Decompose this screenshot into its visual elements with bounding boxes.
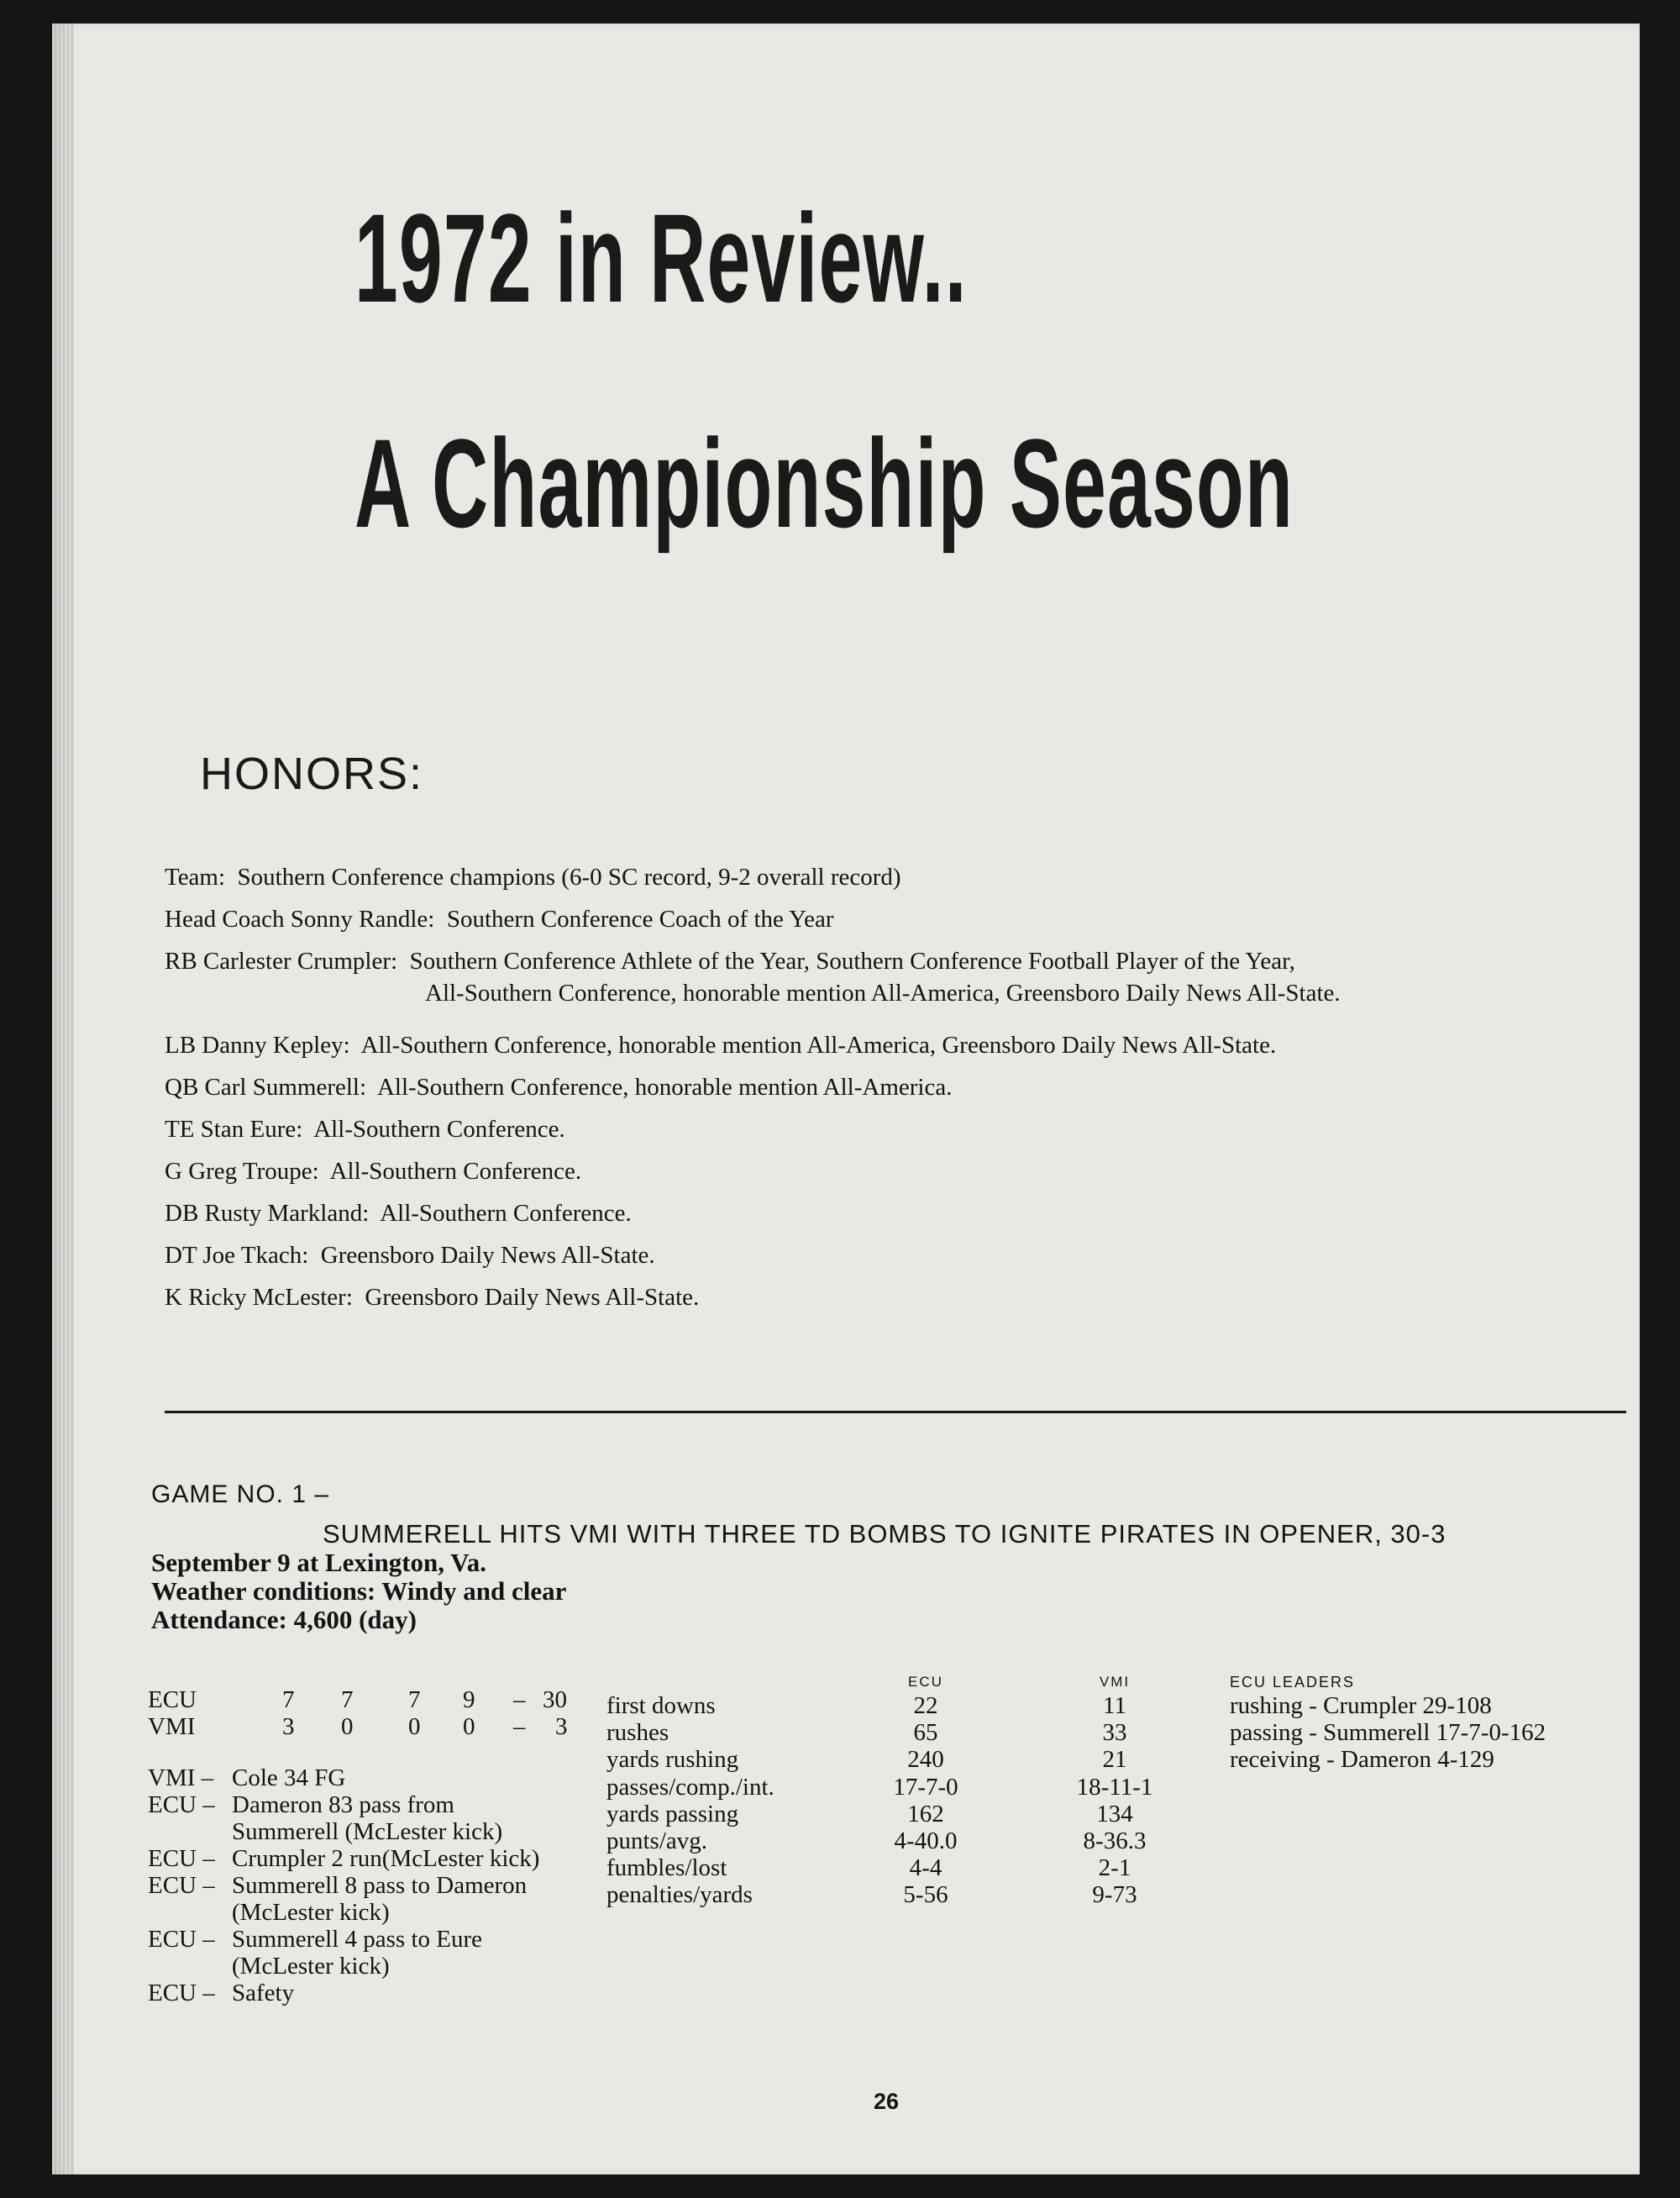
stat-ecu: 4-40.0	[894, 1827, 958, 1854]
stat-ecu: 240	[907, 1746, 944, 1774]
scoring-play-text: Summerell 8 pass to Dameron	[232, 1872, 528, 1899]
page-edge-stack	[52, 24, 74, 2174]
honor-item	[165, 859, 1593, 901]
stat-row	[606, 1692, 1228, 1719]
scoring-play-text: Crumpler 2 run(McLester kick)	[232, 1845, 540, 1872]
stat-label: fumbles/lost	[606, 1854, 727, 1882]
honor-name: LB Danny Kepley:	[165, 1032, 350, 1059]
scoring-team: ECU –	[148, 1872, 215, 1899]
scoring-play-text-continued: Summerell (McLester kick)	[232, 1818, 503, 1845]
quarter-score: 7	[408, 1686, 421, 1713]
stat-ecu: 65	[913, 1719, 938, 1747]
scoring-team: ECU –	[148, 1926, 215, 1953]
scoring-play-text-continued: (McLester kick)	[232, 1899, 390, 1926]
stat-label: yards rushing	[606, 1746, 739, 1774]
game-date: September 9 at Lexington, Va.	[151, 1548, 487, 1577]
honor-item	[165, 1153, 1593, 1195]
honor-text: All-Southern Conference.	[313, 1116, 565, 1143]
team-stats-header	[606, 1674, 1228, 1692]
stat-row	[606, 1746, 1228, 1773]
scoring-play-text: Dameron 83 pass from	[232, 1791, 454, 1818]
honors-list	[165, 859, 1593, 1321]
stat-row	[606, 1719, 1228, 1746]
honor-text-continued: All-Southern Conference, honorable mention All-America, Greensboro Daily News All-State.	[425, 980, 1341, 1007]
stat-vmi: 11	[1103, 1692, 1126, 1719]
quarter-score: 7	[341, 1686, 354, 1713]
honor-name: Team:	[165, 864, 226, 891]
honor-item	[165, 1027, 1593, 1069]
honor-item	[165, 901, 1593, 943]
scoring-play-text: Safety	[232, 1980, 295, 2006]
leaders-heading: ECU LEADERS	[1230, 1674, 1356, 1691]
honor-text: All-Southern Conference, honorable mention All-America, Greensboro Daily News All-State.	[360, 1032, 1277, 1059]
stat-label: rushes	[606, 1719, 669, 1747]
score-dash: –	[513, 1686, 526, 1713]
honor-text: All-Southern Conference.	[380, 1200, 632, 1227]
quarter-score: 3	[282, 1713, 295, 1740]
honor-name: G Greg Troupe:	[165, 1158, 319, 1185]
scoring-play	[148, 1872, 585, 1926]
leader-item: passing - Summerell 17-7-0-162	[1230, 1719, 1546, 1746]
game-number: GAME NO. 1 –	[151, 1480, 330, 1508]
scoring-play	[148, 1980, 585, 2006]
stats-header-vmi: VMI	[1099, 1674, 1131, 1690]
stat-row	[606, 1881, 1228, 1908]
stat-vmi: 18-11-1	[1076, 1773, 1153, 1801]
stat-ecu: 162	[907, 1800, 944, 1827]
honor-name: DB Rusty Markland:	[165, 1200, 370, 1227]
quarter-score: 0	[341, 1713, 354, 1740]
honors-heading: HONORS:	[200, 749, 424, 799]
stat-vmi: 9-73	[1092, 1881, 1137, 1909]
honor-text: Southern Conference champions (6-0 SC record, 9-2 overall record)	[237, 864, 901, 891]
honor-text: Greensboro Daily News All-State.	[320, 1242, 655, 1269]
final-score: 30	[543, 1686, 567, 1713]
stat-vmi: 134	[1096, 1800, 1133, 1827]
final-score: 3	[555, 1713, 568, 1740]
scoring-play-text: Cole 34 FG	[232, 1764, 346, 1791]
line-score-row	[148, 1686, 585, 1713]
game-weather: Weather conditions: Windy and clear	[151, 1576, 567, 1606]
stat-vmi: 33	[1102, 1719, 1127, 1747]
honor-name: Head Coach Sonny Randle:	[165, 906, 435, 933]
honor-name: QB Carl Summerell:	[165, 1074, 367, 1101]
stat-row	[606, 1801, 1228, 1827]
scoring-team: ECU –	[148, 1980, 215, 2006]
honor-text: All-Southern Conference.	[329, 1158, 582, 1185]
scoring-play-text-continued: (McLester kick)	[232, 1953, 390, 1980]
page-number: 26	[874, 2089, 900, 2114]
quarter-score: 0	[408, 1713, 421, 1740]
quarter-score: 9	[463, 1686, 475, 1713]
title-line-1: 1972 in Review..	[354, 187, 968, 329]
leader-item: rushing - Crumpler 29-108	[1230, 1692, 1492, 1719]
line-score-row	[148, 1713, 585, 1740]
honor-item	[165, 1069, 1593, 1111]
stat-vmi: 8-36.3	[1083, 1827, 1147, 1854]
quarter-score: 7	[282, 1686, 295, 1713]
line-score	[148, 1686, 585, 1740]
scoring-team: ECU –	[148, 1845, 215, 1872]
title-line-2: A Championship Season	[354, 413, 1294, 554]
section-divider	[165, 1411, 1626, 1413]
honor-item	[165, 1195, 1593, 1237]
scoring-play	[148, 1764, 585, 1791]
scoring-play	[148, 1845, 585, 1872]
honor-name: RB Carlester Crumpler:	[165, 948, 398, 975]
honor-text: Greensboro Daily News All-State.	[365, 1284, 700, 1311]
stat-label: penalties/yards	[606, 1881, 753, 1909]
stat-ecu: 17-7-0	[893, 1773, 958, 1801]
honor-item	[165, 943, 1593, 1027]
leader-item: receiving - Dameron 4-129	[1230, 1746, 1494, 1773]
stat-label: punts/avg.	[606, 1827, 708, 1854]
ecu-leaders	[1230, 1674, 1546, 1773]
honor-text: Southern Conference Athlete of the Year, Southern Conference Football Player of the Year,	[409, 948, 1295, 975]
stat-row	[606, 1827, 1228, 1854]
stat-ecu: 5-56	[903, 1881, 948, 1909]
scoring-play	[148, 1791, 585, 1845]
game-attendance: Attendance: 4,600 (day)	[151, 1605, 417, 1634]
game-headline: SUMMERELL HITS VMI WITH THREE TD BOMBS TO IGNITE PIRATES IN OPENER, 30-3	[323, 1519, 1446, 1549]
team-name: ECU	[148, 1686, 197, 1713]
stat-vmi: 21	[1102, 1746, 1127, 1774]
honor-name: TE Stan Eure:	[165, 1116, 303, 1143]
scoring-summary	[148, 1764, 585, 2006]
honor-item	[165, 1279, 1593, 1321]
team-stats	[606, 1674, 1228, 1909]
quarter-score: 0	[463, 1713, 475, 1740]
stat-label: passes/comp./int.	[606, 1773, 774, 1801]
honor-text: Southern Conference Coach of the Year	[446, 906, 834, 933]
stat-row	[606, 1854, 1228, 1881]
honor-item	[165, 1111, 1593, 1153]
honor-text: All-Southern Conference, honorable mention All-America.	[376, 1074, 953, 1101]
score-dash: –	[513, 1713, 526, 1740]
stat-label: first downs	[606, 1692, 716, 1719]
honor-item	[165, 1237, 1593, 1279]
honor-name: K Ricky McLester:	[165, 1284, 353, 1311]
scoring-play-text: Summerell 4 pass to Eure	[232, 1926, 483, 1953]
scoring-team: VMI –	[148, 1764, 214, 1791]
scoring-team: ECU –	[148, 1791, 215, 1818]
stat-ecu: 22	[913, 1692, 938, 1719]
stat-row	[606, 1774, 1228, 1801]
stats-header-ecu: ECU	[908, 1674, 943, 1690]
stat-vmi: 2-1	[1098, 1854, 1131, 1882]
team-name: VMI	[148, 1713, 196, 1740]
stat-label: yards passing	[606, 1800, 739, 1827]
honor-name: DT Joe Tkach:	[165, 1242, 309, 1269]
scoring-play	[148, 1926, 585, 1980]
stat-ecu: 4-4	[909, 1854, 942, 1882]
